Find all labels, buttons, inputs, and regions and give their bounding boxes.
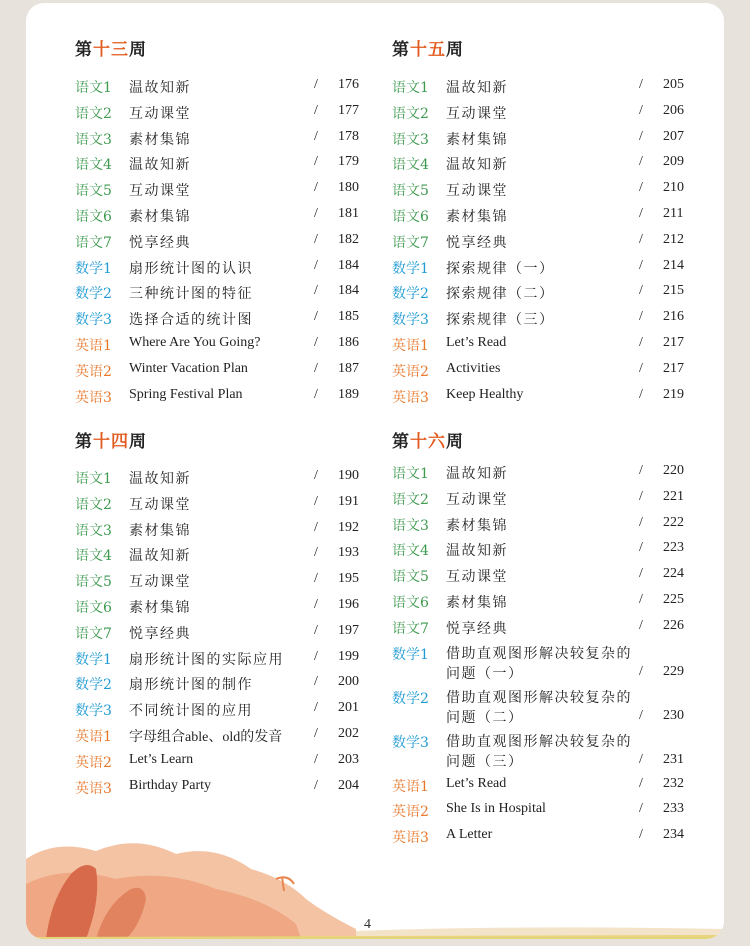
- page-separator: /: [314, 77, 318, 92]
- entry-page-number: 209: [663, 154, 684, 170]
- entry-title: 互动课堂: [446, 105, 508, 122]
- toc-entry[interactable]: [75, 361, 368, 383]
- entry-title: 探索规律（三）: [446, 312, 555, 329]
- entry-page-number: 206: [663, 102, 684, 118]
- entry-page-number: 217: [663, 335, 684, 350]
- entry-title: 素材集锦: [446, 209, 508, 225]
- subject-label: 语文4: [392, 157, 429, 174]
- subject-label: 数学3: [392, 312, 429, 329]
- entry-title: 互动课堂: [129, 183, 191, 200]
- page-separator: /: [314, 726, 318, 741]
- subject-label: 语文7: [75, 234, 112, 251]
- subject-label: 语文2: [75, 105, 112, 122]
- toc-entry[interactable]: [75, 700, 368, 722]
- entry-page-number: 225: [663, 592, 684, 607]
- subject-label: 语文5: [75, 183, 112, 200]
- subject-label: 语文7: [75, 625, 112, 642]
- toc-entry[interactable]: [75, 283, 368, 305]
- subject-label: 英语3: [75, 780, 112, 797]
- entry-title: 温故知新: [129, 157, 191, 174]
- entry-page-number: 193: [338, 545, 359, 561]
- entry-title: Spring Festival Plan: [129, 386, 243, 402]
- entry-title: 素材集锦: [129, 131, 191, 148]
- entry-page-number: 185: [338, 309, 359, 325]
- entry-page-number: 202: [338, 726, 359, 741]
- page-separator: /: [314, 674, 318, 690]
- subject-label: 英语1: [75, 729, 112, 745]
- entry-page-number: 177: [338, 102, 359, 118]
- page-separator: /: [639, 386, 643, 402]
- page-separator: /: [314, 283, 318, 299]
- subject-label: 数学1: [392, 646, 429, 663]
- entry-page-number: 180: [338, 180, 359, 196]
- subject-label: 数学2: [392, 286, 429, 303]
- toc-entry[interactable]: [75, 545, 368, 567]
- subject-label: 数学3: [392, 734, 429, 751]
- page-separator: /: [314, 468, 318, 483]
- entry-page-number: 196: [338, 597, 359, 612]
- entry-title: 互动课堂: [446, 569, 508, 586]
- subject-label: 英语2: [75, 363, 112, 380]
- entry-page-number: 232: [663, 775, 684, 791]
- entry-title: 借助直观图形解决较复杂的: [446, 689, 632, 706]
- page-separator: /: [314, 360, 318, 376]
- toc-entry[interactable]: [392, 489, 693, 511]
- entry-title: Let’s Learn: [129, 751, 194, 767]
- subject-label: 语文5: [75, 574, 112, 591]
- subject-label: 英语2: [392, 363, 429, 380]
- toc-entry[interactable]: [75, 623, 368, 645]
- entry-page-number: 192: [338, 519, 359, 535]
- subject-label: 英语2: [75, 754, 112, 771]
- subject-label: 语文1: [392, 466, 429, 482]
- page-separator: /: [639, 592, 643, 607]
- page-separator: /: [314, 622, 318, 638]
- subject-label: 数学1: [392, 260, 429, 277]
- entry-page-number: 222: [663, 514, 684, 530]
- toc-entry[interactable]: [75, 778, 368, 800]
- entry-title: Let’s Read: [446, 335, 507, 350]
- entry-title: Keep Healthy: [446, 386, 524, 402]
- toc-entry[interactable]: [75, 494, 368, 516]
- page-separator: /: [639, 128, 643, 144]
- subject-label: 英语2: [392, 804, 429, 821]
- toc-entry[interactable]: [392, 232, 693, 254]
- entry-page-number: 226: [663, 617, 684, 633]
- page-separator: /: [639, 77, 643, 92]
- toc-entry[interactable]: [392, 776, 693, 798]
- page-separator: /: [314, 128, 318, 144]
- subject-label: 语文2: [392, 105, 429, 122]
- entry-title: 温故知新: [129, 80, 191, 96]
- entry-page-number: 178: [338, 128, 359, 144]
- entry-title: Let’s Read: [446, 775, 507, 791]
- toc-entry[interactable]: [75, 597, 368, 619]
- entry-title-line2: 问题（二）: [446, 709, 524, 726]
- entry-title: 互动课堂: [129, 574, 191, 591]
- toc-entry[interactable]: [392, 463, 693, 485]
- week-title-suffix: 周: [446, 432, 464, 452]
- subject-label: 数学2: [75, 286, 112, 303]
- page-separator: /: [639, 540, 643, 556]
- toc-entry[interactable]: [75, 309, 368, 331]
- subject-label: 数学3: [75, 312, 112, 329]
- page-separator: /: [314, 571, 318, 587]
- entry-title: 温故知新: [129, 471, 191, 487]
- page-separator: /: [314, 545, 318, 561]
- entry-page-number: 176: [338, 77, 359, 92]
- toc-entry[interactable]: [75, 77, 368, 99]
- entry-title: 素材集锦: [129, 522, 191, 539]
- page-separator: /: [639, 335, 643, 350]
- page-separator: /: [314, 257, 318, 273]
- entry-title: 悦享经典: [446, 234, 508, 251]
- entry-title: 选择合适的统计图: [129, 312, 253, 329]
- entry-page-number: 220: [663, 463, 684, 478]
- subject-label: 英语3: [75, 389, 112, 406]
- toc-entry[interactable]: [75, 180, 368, 202]
- subject-label: 英语3: [392, 830, 429, 847]
- entry-title: 扇形统计图的认识: [129, 260, 253, 277]
- entry-page-number: 207: [663, 128, 684, 144]
- subject-label: 语文7: [392, 620, 429, 637]
- subject-label: 数学1: [75, 651, 112, 668]
- entry-title: Winter Vacation Plan: [129, 360, 248, 376]
- subject-label: 语文3: [392, 131, 429, 148]
- page-separator: /: [639, 231, 643, 247]
- toc-entry[interactable]: [392, 103, 693, 125]
- page-separator: /: [639, 463, 643, 478]
- page-separator: /: [639, 751, 643, 767]
- subject-label: 语文1: [75, 471, 112, 487]
- subject-label: 语文6: [75, 600, 112, 616]
- entry-page-number: 189: [338, 386, 359, 402]
- subject-label: 英语1: [392, 338, 429, 354]
- subject-label: 数学2: [75, 677, 112, 694]
- page-separator: /: [314, 102, 318, 118]
- page-separator: /: [314, 309, 318, 325]
- entry-title-line2: 问题（三）: [446, 753, 524, 770]
- page-separator: /: [314, 493, 318, 509]
- subject-label: 英语1: [75, 338, 112, 354]
- toc-entry[interactable]: [392, 592, 693, 614]
- entry-page-number: 214: [663, 257, 684, 273]
- entry-title: 素材集锦: [446, 517, 508, 534]
- page-separator: /: [639, 102, 643, 118]
- entry-title: 悦享经典: [129, 625, 191, 642]
- entry-title: 温故知新: [446, 157, 508, 174]
- subject-label: 语文1: [392, 80, 429, 96]
- page-separator: /: [314, 335, 318, 350]
- page-separator: /: [314, 777, 318, 793]
- page-separator: /: [314, 751, 318, 767]
- toc-entry[interactable]: [392, 540, 693, 562]
- week-title-prefix: 第: [392, 432, 410, 452]
- entry-title: 温故知新: [129, 548, 191, 565]
- entry-page-number: 179: [338, 154, 359, 170]
- entry-page-number: 230: [663, 707, 684, 723]
- entry-title: 互动课堂: [129, 496, 191, 513]
- entry-page-number: 212: [663, 231, 684, 247]
- subject-label: 语文5: [392, 569, 429, 586]
- toc-entry[interactable]: [75, 752, 368, 774]
- entry-title: 温故知新: [446, 80, 508, 96]
- toc-entry[interactable]: [75, 520, 368, 542]
- week-title: [75, 35, 147, 60]
- subject-label: 语文4: [392, 543, 429, 560]
- entry-page-number: 204: [338, 777, 359, 793]
- week-title-number: 十六: [410, 432, 446, 452]
- entry-page-number: 210: [663, 180, 684, 196]
- entry-page-number: 184: [338, 257, 359, 273]
- toc-entry[interactable]: [392, 258, 693, 280]
- entry-title: 素材集锦: [129, 600, 191, 616]
- toc-page: [26, 3, 724, 939]
- toc-entry[interactable]: [75, 726, 368, 748]
- toc-entry[interactable]: [392, 180, 693, 202]
- entry-page-number: 199: [338, 648, 359, 664]
- page-separator: /: [314, 231, 318, 247]
- entry-page-number: 216: [663, 309, 684, 325]
- toc-entry[interactable]: [75, 649, 368, 671]
- entry-title: 借助直观图形解决较复杂的: [446, 645, 632, 662]
- subject-label: 英语3: [392, 389, 429, 406]
- subject-label: 语文2: [75, 496, 112, 513]
- toc-entry[interactable]: [392, 129, 693, 151]
- entry-page-number: 234: [663, 827, 684, 843]
- entry-title: 不同统计图的应用: [129, 703, 253, 720]
- entry-page-number: 205: [663, 77, 684, 92]
- entry-page-number: 231: [663, 751, 684, 767]
- entry-page-number: 221: [663, 488, 684, 504]
- week-title-number: 十三: [93, 40, 129, 60]
- toc-entry[interactable]: [392, 732, 693, 772]
- toc-entry[interactable]: [75, 103, 368, 125]
- toc-entry[interactable]: [75, 571, 368, 593]
- page-separator: /: [639, 775, 643, 791]
- toc-entry[interactable]: [392, 206, 693, 228]
- week-title: [392, 35, 464, 60]
- toc-entry[interactable]: [75, 154, 368, 176]
- toc-entry[interactable]: [75, 232, 368, 254]
- toc-entry[interactable]: [392, 309, 693, 331]
- entry-title: 三种统计图的特征: [129, 286, 253, 303]
- entry-title: 字母组合able、old的发音: [129, 730, 283, 745]
- toc-entry[interactable]: [392, 644, 693, 684]
- entry-page-number: 186: [338, 335, 359, 350]
- week-title-prefix: 第: [75, 40, 93, 60]
- subject-label: 英语1: [392, 778, 429, 795]
- subject-label: 语文1: [75, 80, 112, 96]
- entry-page-number: 190: [338, 468, 359, 483]
- entry-title: 温故知新: [446, 466, 508, 482]
- entry-page-number: 223: [663, 540, 684, 556]
- entry-page-number: 200: [338, 674, 359, 690]
- week-title-suffix: 周: [129, 40, 147, 60]
- entry-page-number: 181: [338, 206, 359, 221]
- entry-title: Birthday Party: [129, 777, 212, 793]
- page-separator: /: [314, 700, 318, 716]
- subject-label: 数学2: [392, 690, 429, 707]
- page-separator: /: [639, 617, 643, 633]
- page-separator: /: [639, 257, 643, 273]
- week-title: [392, 427, 464, 452]
- page-separator: /: [639, 309, 643, 325]
- subject-label: 语文4: [75, 548, 112, 565]
- page-separator: /: [639, 180, 643, 196]
- toc-entry[interactable]: [392, 154, 693, 176]
- entry-page-number: 195: [338, 571, 359, 587]
- page-separator: /: [639, 154, 643, 170]
- page-separator: /: [639, 827, 643, 843]
- week-title-prefix: 第: [392, 40, 410, 60]
- subject-label: 语文3: [75, 522, 112, 539]
- page-separator: /: [314, 180, 318, 196]
- toc-entry[interactable]: [392, 335, 693, 357]
- subject-label: 语文6: [75, 209, 112, 225]
- page-separator: /: [639, 360, 643, 376]
- entry-page-number: 182: [338, 231, 359, 247]
- page-separator: /: [314, 648, 318, 664]
- week-title-number: 十四: [93, 432, 129, 452]
- toc-entry[interactable]: [75, 129, 368, 151]
- subject-label: 语文6: [392, 209, 429, 225]
- toc-entry[interactable]: [75, 468, 368, 490]
- entry-page-number: 233: [663, 801, 684, 817]
- entry-page-number: 229: [663, 663, 684, 679]
- toc-entry[interactable]: [392, 387, 693, 409]
- page-separator: /: [314, 519, 318, 535]
- toc-entry[interactable]: [392, 618, 693, 640]
- subject-label: 数学3: [75, 703, 112, 720]
- entry-title: 互动课堂: [446, 183, 508, 200]
- toc-entry[interactable]: [392, 361, 693, 383]
- entry-title: 互动课堂: [129, 105, 191, 122]
- subject-label: 语文3: [392, 517, 429, 534]
- toc-entry[interactable]: [75, 387, 368, 409]
- toc-entry[interactable]: [392, 688, 693, 728]
- page-separator: /: [639, 514, 643, 530]
- entry-title: She Is in Hospital: [446, 801, 546, 817]
- entry-page-number: 211: [663, 206, 684, 221]
- subject-label: 语文3: [75, 131, 112, 148]
- entry-page-number: 219: [663, 386, 684, 402]
- toc-entry[interactable]: [392, 566, 693, 588]
- toc-entry[interactable]: [75, 335, 368, 357]
- page-separator: /: [639, 566, 643, 582]
- entry-title: 悦享经典: [446, 620, 508, 637]
- entry-title: 扇形统计图的实际应用: [129, 651, 284, 668]
- page-separator: /: [639, 801, 643, 817]
- toc-entry[interactable]: [392, 283, 693, 305]
- page-separator: /: [639, 206, 643, 221]
- week-title-suffix: 周: [129, 432, 147, 452]
- page-separator: /: [314, 386, 318, 402]
- toc-entry[interactable]: [392, 515, 693, 537]
- page-separator: /: [314, 154, 318, 170]
- page-separator: /: [639, 663, 643, 679]
- subject-label: 语文7: [392, 234, 429, 251]
- toc-entry[interactable]: [75, 258, 368, 280]
- subject-label: 数学1: [75, 260, 112, 277]
- page-separator: /: [314, 597, 318, 612]
- page-separator: /: [639, 707, 643, 723]
- week-title-prefix: 第: [75, 432, 93, 452]
- week-title: [75, 427, 147, 452]
- page-number: 4: [364, 917, 371, 932]
- entry-page-number: 203: [338, 751, 359, 767]
- entry-title: 素材集锦: [446, 131, 508, 148]
- subject-label: 语文4: [75, 157, 112, 174]
- page-separator: /: [314, 206, 318, 221]
- entry-title: A Letter: [446, 827, 493, 843]
- entry-title: 借助直观图形解决较复杂的: [446, 733, 632, 750]
- toc-entry[interactable]: [392, 77, 693, 99]
- entry-page-number: 224: [663, 566, 684, 582]
- entry-title: 探索规律（一）: [446, 260, 555, 277]
- entry-title: 素材集锦: [129, 209, 191, 225]
- toc-entry[interactable]: [75, 674, 368, 696]
- entry-title: 素材集锦: [446, 595, 508, 611]
- page-separator: /: [639, 488, 643, 504]
- entry-page-number: 191: [338, 493, 359, 509]
- entry-title: Where Are You Going?: [129, 335, 261, 350]
- entry-title: 悦享经典: [129, 234, 191, 251]
- subject-label: 语文5: [392, 183, 429, 200]
- entry-page-number: 217: [663, 360, 684, 376]
- toc-entry[interactable]: [75, 206, 368, 228]
- entry-page-number: 197: [338, 622, 359, 638]
- subject-label: 语文2: [392, 491, 429, 508]
- subject-label: 语文6: [392, 595, 429, 611]
- entry-title-line2: 问题（一）: [446, 665, 524, 682]
- toc-entry[interactable]: [392, 801, 693, 823]
- landscape-decoration: [26, 829, 724, 939]
- entry-title: 温故知新: [446, 543, 508, 560]
- entry-page-number: 201: [338, 700, 359, 716]
- week-title-suffix: 周: [446, 40, 464, 60]
- page-separator: /: [639, 283, 643, 299]
- entry-title: Activities: [446, 360, 501, 376]
- entry-title: 探索规律（二）: [446, 286, 555, 303]
- entry-page-number: 184: [338, 283, 359, 299]
- entry-page-number: 215: [663, 283, 684, 299]
- entry-page-number: 187: [338, 360, 359, 376]
- week-title-number: 十五: [410, 40, 446, 60]
- entry-title: 扇形统计图的制作: [129, 677, 253, 694]
- entry-title: 互动课堂: [446, 491, 508, 508]
